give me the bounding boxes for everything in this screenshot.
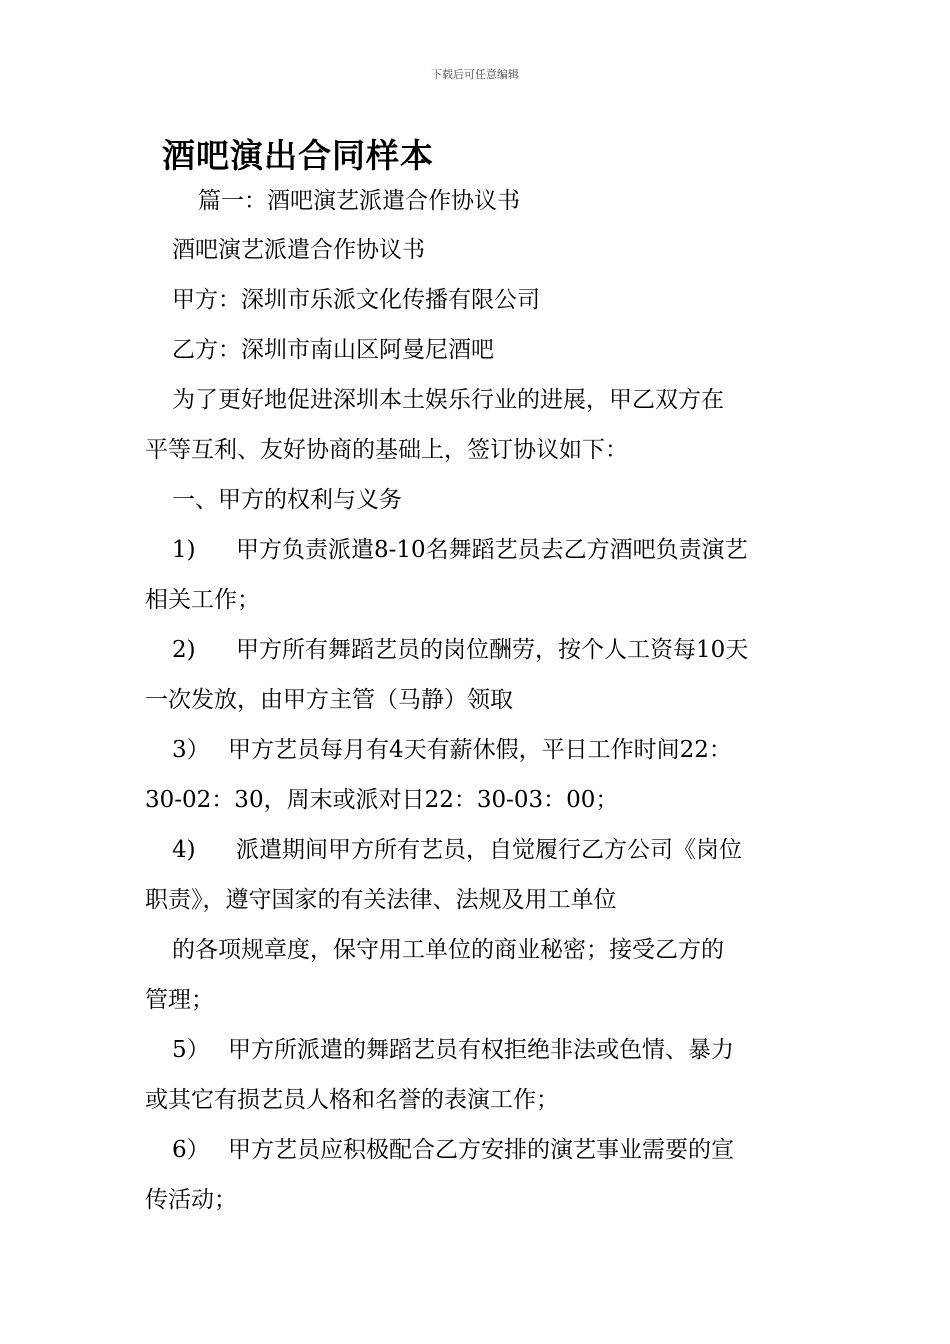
item-4-line-2: 职责》，遵守国家的有关法律、法规及用工单位 bbox=[145, 887, 617, 913]
item-5-line-1: 甲方所派遣的舞蹈艺员有权拒绝非法或色情、暴力 bbox=[228, 1037, 734, 1063]
subtitle: 篇一：酒吧演艺派遣合作协议书 bbox=[198, 188, 520, 214]
item-3-line-1: 甲方艺员每月有4天有薪休假，平日工作时间22： bbox=[228, 737, 732, 763]
item-2-line-2: 一次发放，由甲方主管（马静）领取 bbox=[145, 687, 513, 713]
item-4-line-4: 管理； bbox=[145, 987, 214, 1013]
item-number: 2) bbox=[172, 637, 196, 663]
party-a: 甲方：深圳市乐派文化传播有限公司 bbox=[172, 287, 540, 313]
item-number: 5） bbox=[172, 1037, 210, 1063]
item-5-line-2: 或其它有损艺员人格和名誉的表演工作； bbox=[145, 1087, 559, 1113]
item-2-line-1: 甲方所有舞蹈艺员的岗位酬劳，按个人工资每10天 bbox=[236, 637, 749, 663]
item-3-line-2: 30-02：30，周末或派对日22：30-03：00； bbox=[145, 787, 619, 813]
page-header: 下载后可任意编辑 bbox=[431, 68, 519, 81]
item-4-line-3: 的各项规章度，保守用工单位的商业秘密；接受乙方的 bbox=[172, 937, 724, 963]
item-number: 6） bbox=[172, 1137, 210, 1163]
intro-line-1: 为了更好地促进深圳本土娱乐行业的进展，甲乙双方在 bbox=[172, 387, 724, 413]
item-6-line-1: 甲方艺员应积极配合乙方安排的演艺事业需要的宣 bbox=[228, 1137, 734, 1163]
item-number: 3） bbox=[172, 737, 210, 763]
item-1-line-2: 相关工作； bbox=[145, 587, 260, 613]
item-number: 1) bbox=[172, 537, 196, 563]
intro-line-2: 平等互利、友好协商的基础上，签订协议如下： bbox=[145, 437, 628, 463]
item-4-line-1: 派遣期间甲方所有艺员，自觉履行乙方公司《岗位 bbox=[236, 837, 742, 863]
section-heading: 一、甲方的权利与义务 bbox=[172, 487, 402, 513]
item-1-line-1: 甲方负责派遣8-10名舞蹈艺员去乙方酒吧负责演艺 bbox=[236, 537, 748, 563]
party-b: 乙方：深圳市南山区阿曼尼酒吧 bbox=[172, 337, 494, 363]
item-number: 4) bbox=[172, 837, 196, 863]
agreement-title: 酒吧演艺派遣合作协议书 bbox=[172, 237, 425, 263]
item-6-line-2: 传活动； bbox=[145, 1187, 237, 1213]
document-title: 酒吧演出合同样本 bbox=[162, 136, 434, 175]
